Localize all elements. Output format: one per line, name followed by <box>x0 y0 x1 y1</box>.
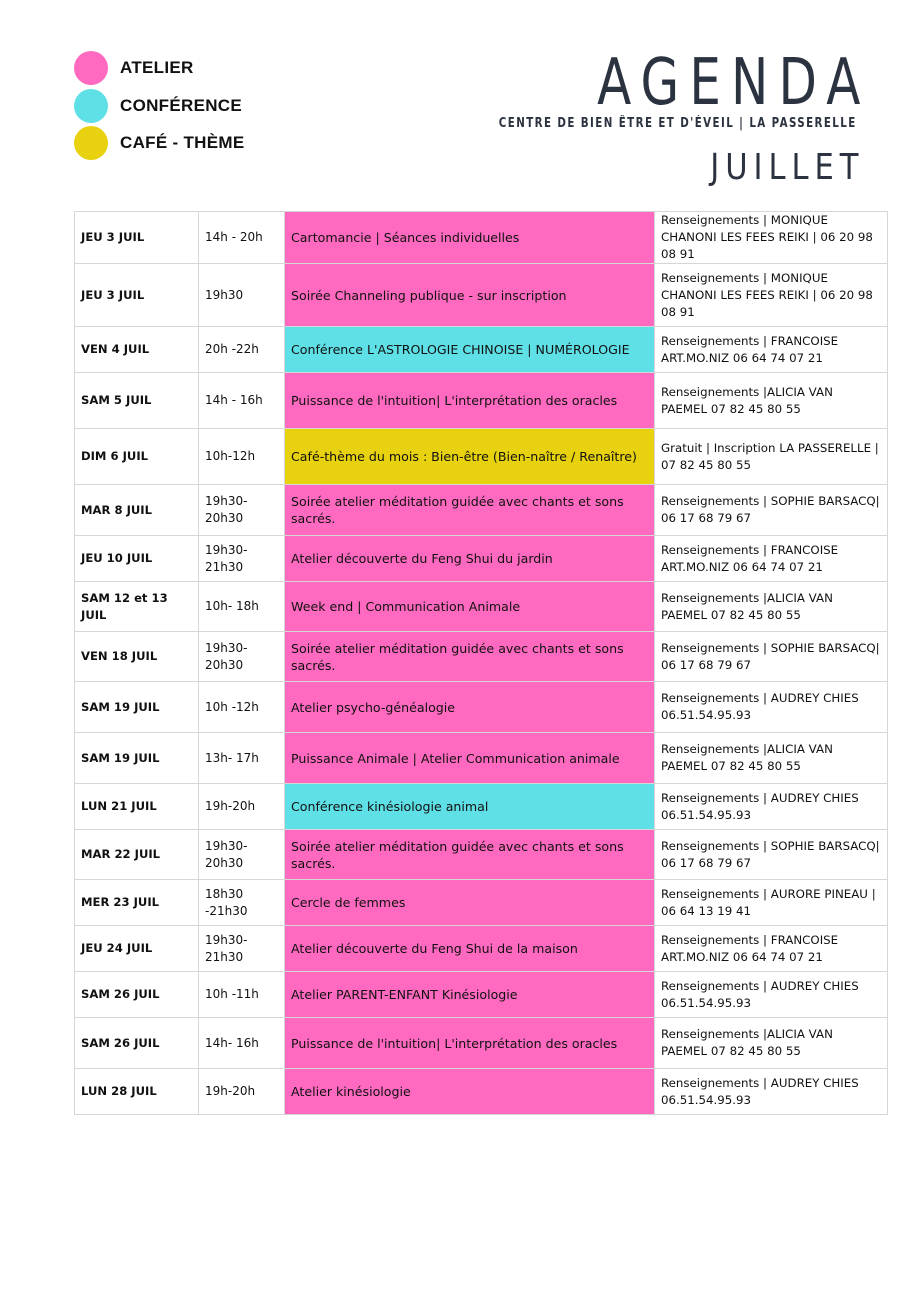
table-row <box>75 784 888 830</box>
event-title: Atelier PARENT-ENFANT Kinésiologie <box>285 972 655 1018</box>
table-row <box>75 429 888 485</box>
table-row <box>75 682 888 733</box>
event-date: JEU 10 JUIL <box>75 536 199 582</box>
event-date: DIM 6 JUIL <box>75 429 199 485</box>
event-date: LUN 21 JUIL <box>75 784 199 830</box>
table-row <box>75 582 888 632</box>
event-contact: Renseignements | SOPHIE BARSACQ| 06 17 68 79 67 <box>655 632 888 682</box>
event-title: Conférence kinésiologie animal <box>285 784 655 830</box>
event-date: SAM 5 JUIL <box>75 373 199 429</box>
event-time: 10h -11h <box>199 972 285 1018</box>
event-time: 13h- 17h <box>199 733 285 784</box>
event-time: 14h - 16h <box>199 373 285 429</box>
event-contact: Renseignements | FRANCOISE ART.MO.NIZ 06 64 74 07 21 <box>655 536 888 582</box>
cafe-dot-icon <box>74 126 108 160</box>
event-time: 14h- 16h <box>199 1018 285 1069</box>
table-row <box>75 926 888 972</box>
event-time: 18h30 -21h30 <box>199 880 285 926</box>
event-contact: Renseignements | SOPHIE BARSACQ| 06 17 68 79 67 <box>655 485 888 536</box>
table-row <box>75 880 888 926</box>
event-title: Cartomancie | Séances individuelles <box>285 212 655 264</box>
event-time: 19h30 <box>199 264 285 327</box>
event-title: Soirée Channeling publique - sur inscription <box>285 264 655 327</box>
event-contact: Renseignements | AUDREY CHIES 06.51.54.95.93 <box>655 972 888 1018</box>
event-time: 19h-20h <box>199 784 285 830</box>
event-date: JEU 3 JUIL <box>75 212 199 264</box>
event-title: Puissance de l'intuition| L'interprétation des oracles <box>285 373 655 429</box>
event-title: Café-thème du mois : Bien-être (Bien-naître / Renaître) <box>285 429 655 485</box>
month-title: JUILLET <box>709 147 864 188</box>
event-contact: Renseignements |ALICIA VAN PAEMEL 07 82 45 80 55 <box>655 582 888 632</box>
event-time: 14h - 20h <box>199 212 285 264</box>
event-date: JEU 24 JUIL <box>75 926 199 972</box>
event-title: Cercle de femmes <box>285 880 655 926</box>
event-date: SAM 26 JUIL <box>75 1018 199 1069</box>
table-row <box>75 212 888 264</box>
conference-dot-icon <box>74 89 108 123</box>
event-date: JEU 3 JUIL <box>75 264 199 327</box>
event-time: 19h30-20h30 <box>199 830 285 880</box>
table-row <box>75 373 888 429</box>
event-contact: Renseignements | AUDREY CHIES 06.51.54.95.93 <box>655 682 888 733</box>
table-row <box>75 733 888 784</box>
event-title: Conférence L'ASTROLOGIE CHINOISE | NUMÉROLOGIE <box>285 327 655 373</box>
event-contact: Renseignements | MONIQUE CHANONI LES FEES REIKI | 06 20 98 08 91 <box>655 212 888 264</box>
event-date: MAR 8 JUIL <box>75 485 199 536</box>
event-date: LUN 28 JUIL <box>75 1069 199 1115</box>
event-contact: Renseignements |ALICIA VAN PAEMEL 07 82 45 80 55 <box>655 373 888 429</box>
event-contact: Gratuit | Inscription LA PASSERELLE | 07 82 45 80 55 <box>655 429 888 485</box>
table-row <box>75 830 888 880</box>
table-row <box>75 1018 888 1069</box>
event-date: SAM 12 et 13 JUIL <box>75 582 199 632</box>
event-title: Atelier kinésiologie <box>285 1069 655 1115</box>
event-time: 19h-20h <box>199 1069 285 1115</box>
event-time: 19h30-21h30 <box>199 926 285 972</box>
event-contact: Renseignements |ALICIA VAN PAEMEL 07 82 45 80 55 <box>655 1018 888 1069</box>
atelier-dot-icon <box>74 51 108 85</box>
legend-item-conference <box>74 89 294 123</box>
event-title: Soirée atelier méditation guidée avec chants et sons sacrés. <box>285 485 655 536</box>
event-contact: Renseignements | FRANCOISE ART.MO.NIZ 06 64 74 07 21 <box>655 327 888 373</box>
legend-label-conference: CONFÉRENCE <box>120 96 243 115</box>
event-time: 19h30-20h30 <box>199 632 285 682</box>
event-time: 10h-12h <box>199 429 285 485</box>
event-contact: Renseignements | MONIQUE CHANONI LES FEES REIKI | 06 20 98 08 91 <box>655 264 888 327</box>
event-title: Puissance de l'intuition| L'interprétation des oracles <box>285 1018 655 1069</box>
event-contact: Renseignements | FRANCOISE ART.MO.NIZ 06 64 74 07 21 <box>655 926 888 972</box>
event-date: MER 23 JUIL <box>75 880 199 926</box>
table-row <box>75 264 888 327</box>
page-subtitle: CENTRE DE BIEN ÊTRE ET D'ÉVEIL | LA PASSERELLE <box>499 116 857 131</box>
event-contact: Renseignements | SOPHIE BARSACQ| 06 17 68 79 67 <box>655 830 888 880</box>
event-contact: Renseignements | AURORE PINEAU | 06 64 13 19 41 <box>655 880 888 926</box>
event-time: 19h30-21h30 <box>199 536 285 582</box>
event-title: Atelier découverte du Feng Shui du jardin <box>285 536 655 582</box>
event-contact: Renseignements | AUDREY CHIES 06.51.54.95.93 <box>655 1069 888 1115</box>
event-date: SAM 26 JUIL <box>75 972 199 1018</box>
event-time: 20h -22h <box>199 327 285 373</box>
agenda-body <box>75 212 888 1115</box>
event-title: Soirée atelier méditation guidée avec chants et sons sacrés. <box>285 830 655 880</box>
event-title: Week end | Communication Animale <box>285 582 655 632</box>
legend-item-cafe <box>74 126 294 160</box>
page-title: AGENDA <box>596 46 870 120</box>
event-title: Atelier découverte du Feng Shui de la maison <box>285 926 655 972</box>
event-time: 10h- 18h <box>199 582 285 632</box>
table-row <box>75 632 888 682</box>
event-time: 19h30-20h30 <box>199 485 285 536</box>
event-contact: Renseignements | AUDREY CHIES 06.51.54.95.93 <box>655 784 888 830</box>
table-row <box>75 1069 888 1115</box>
event-date: VEN 4 JUIL <box>75 327 199 373</box>
event-title: Soirée atelier méditation guidée avec chants et sons sacrés. <box>285 632 655 682</box>
event-date: VEN 18 JUIL <box>75 632 199 682</box>
event-contact: Renseignements |ALICIA VAN PAEMEL 07 82 45 80 55 <box>655 733 888 784</box>
legend-label-atelier: ATELIER <box>120 58 194 77</box>
agenda-table <box>74 211 888 1115</box>
legend-label-cafe: CAFÉ - THÈME <box>120 133 245 152</box>
table-row <box>75 485 888 536</box>
event-time: 10h -12h <box>199 682 285 733</box>
event-date: SAM 19 JUIL <box>75 682 199 733</box>
event-date: MAR 22 JUIL <box>75 830 199 880</box>
table-row <box>75 972 888 1018</box>
table-row <box>75 327 888 373</box>
table-row <box>75 536 888 582</box>
event-title: Atelier psycho-généalogie <box>285 682 655 733</box>
event-date: SAM 19 JUIL <box>75 733 199 784</box>
legend-item-atelier <box>74 51 294 85</box>
event-title: Puissance Animale | Atelier Communication animale <box>285 733 655 784</box>
